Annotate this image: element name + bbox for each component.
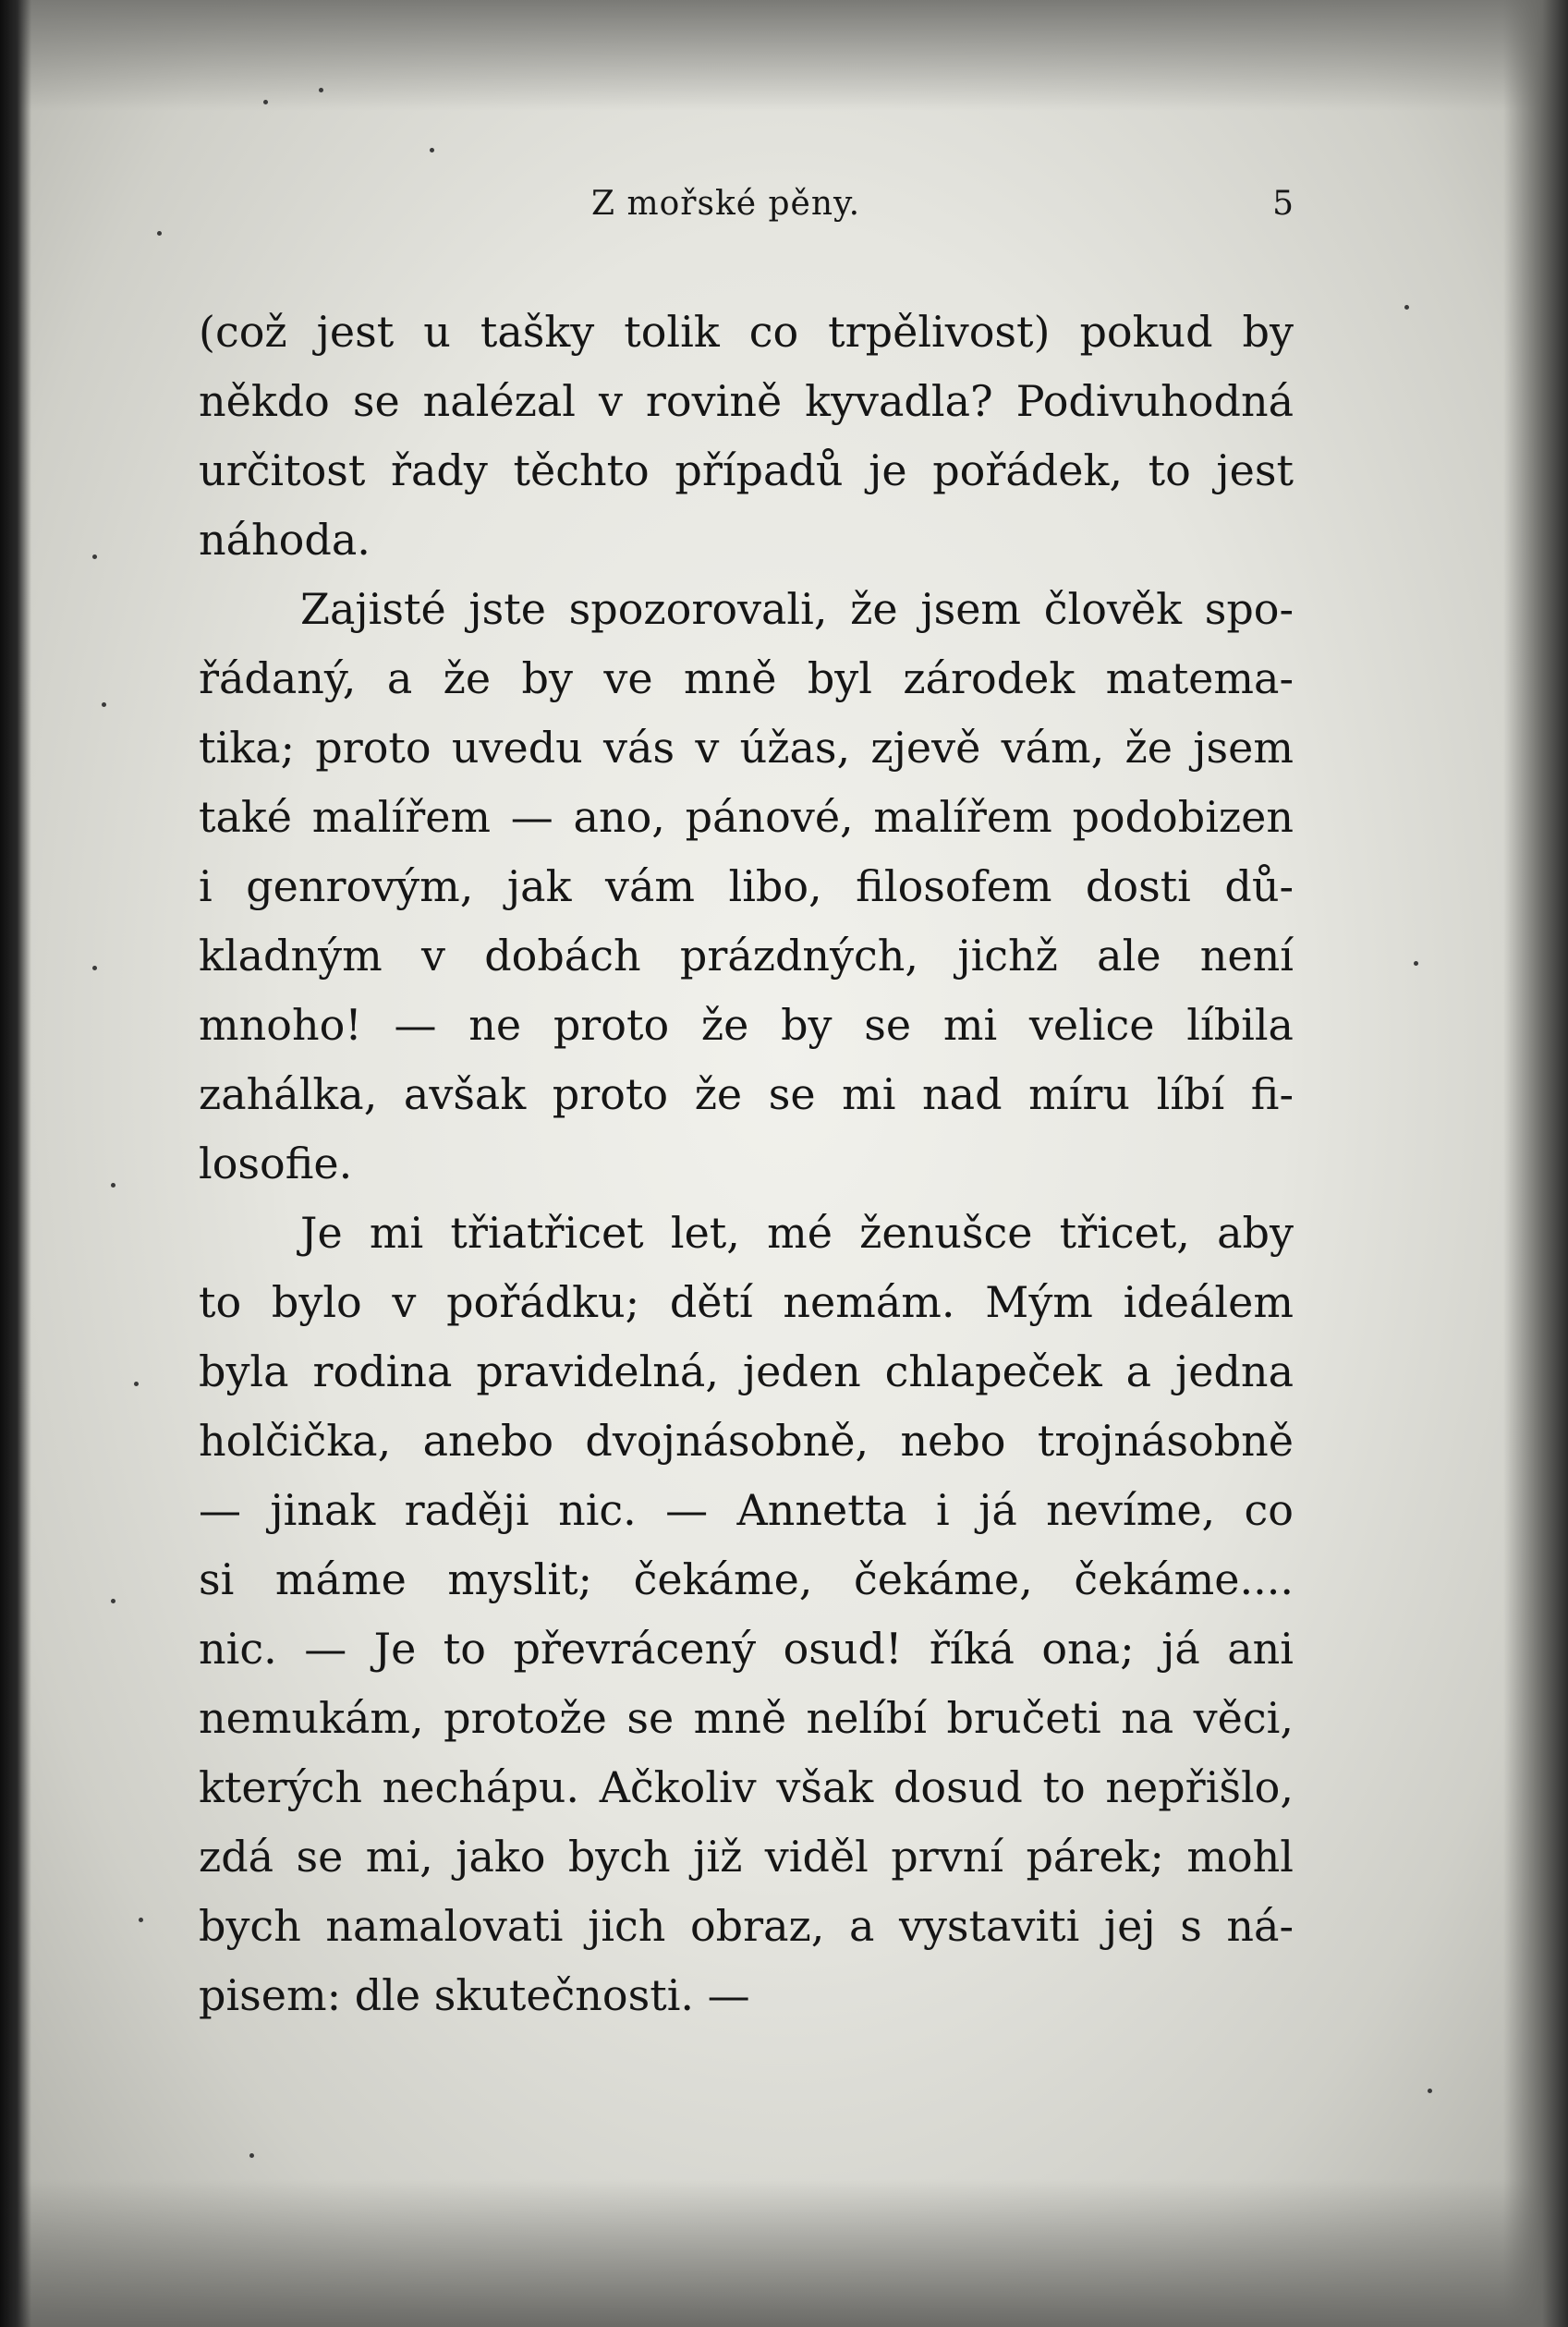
text-line: bych namalovati jich obraz, a vystaviti jej s ná-	[199, 1901, 1294, 1951]
paragraph	[199, 298, 1294, 575]
scan-speck	[111, 1183, 115, 1188]
scan-speck	[263, 100, 268, 104]
scan-speck	[319, 88, 323, 92]
text-line: také malířem — ano, pánové, malířem podobizen	[199, 792, 1294, 842]
text-line: byla rodina pravidelná, jeden chlapeček a jedna	[199, 1346, 1294, 1396]
scan-speck	[102, 702, 106, 707]
scan-shadow-left	[0, 0, 31, 2327]
text-line: mnoho! — ne proto že by se mi velice líbila	[199, 1000, 1294, 1050]
scan-speck	[139, 1918, 143, 1922]
text-line: si máme myslit; čekáme, čekáme, čekáme....	[199, 1554, 1294, 1604]
text-line: Zajisté jste spozorovali, že jsem člověk spo-	[300, 584, 1294, 634]
text-line: i genrovým, jak vám libo, filosofem dosti dů-	[199, 861, 1294, 911]
text-line: řádaný, a že by ve mně byl zárodek matema-	[199, 653, 1294, 703]
text-line: to bylo v pořádku; dětí nemám. Mým ideálem	[199, 1277, 1294, 1327]
scan-shadow-right	[1503, 0, 1568, 2327]
text-line: nic. — Je to převrácený osud! říká ona; já ani	[199, 1624, 1294, 1674]
text-line: určitost řady těchto případů je pořádek, to jest	[199, 445, 1294, 495]
page-header	[199, 185, 1294, 240]
text-line: nemukám, protože se mně nelíbí bručeti na věci,	[199, 1693, 1294, 1743]
body-text	[199, 298, 1294, 2030]
scan-speck	[92, 966, 97, 970]
scan-shadow-top	[0, 0, 1568, 111]
scan-speck	[1428, 2089, 1432, 2093]
text-line: kladným v dobách prázdných, jichž ale není	[199, 931, 1294, 981]
scan-speck	[1414, 961, 1418, 966]
running-title: Z mořské pěny.	[591, 185, 861, 223]
paragraph	[199, 575, 1294, 1199]
text-line: náhoda.	[199, 515, 371, 565]
text-line: Je mi třiatřicet let, mé ženušce třicet, aby	[300, 1208, 1294, 1258]
scan-speck	[430, 148, 434, 152]
text-line: pisem: dle skutečnosti. —	[199, 1970, 750, 2020]
text-line: kterých nechápu. Ačkoliv však dosud to nepřišlo,	[199, 1762, 1294, 1812]
text-line: losofie.	[199, 1139, 353, 1188]
text-line: holčička, anebo dvojnásobně, nebo trojnásobně	[199, 1416, 1294, 1466]
scan-shadow-bottom	[0, 2179, 1568, 2327]
text-line: — jinak raději nic. — Annetta i já nevíme, co	[199, 1485, 1294, 1535]
scan-speck	[92, 554, 97, 559]
text-line: někdo se nalézal v rovině kyvadla? Podivuhodná	[199, 376, 1294, 426]
scan-speck	[134, 1382, 139, 1386]
text-line: zahálka, avšak proto že se mi nad míru líbí fi-	[199, 1069, 1294, 1119]
scan-speck	[249, 2153, 254, 2158]
scan-speck	[111, 1599, 115, 1603]
text-line: tika; proto uvedu vás v úžas, zjevě vám, že jsem	[199, 723, 1294, 773]
paragraph	[199, 1199, 1294, 2030]
scan-speck	[157, 231, 162, 236]
text-line: (což jest u tašky tolik co trpělivost) pokud by	[199, 307, 1294, 357]
text-line: zdá se mi, jako bych již viděl první párek; mohl	[199, 1832, 1294, 1882]
scan-speck	[1404, 305, 1409, 310]
page-number: 5	[1272, 185, 1294, 223]
